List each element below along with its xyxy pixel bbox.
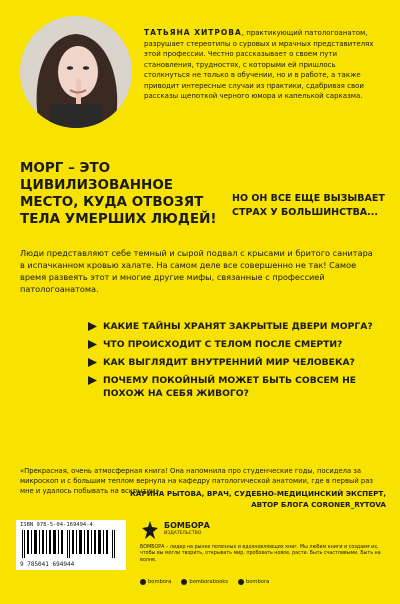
publisher-sub: ИЗДАТЕЛЬСТВО (164, 531, 202, 536)
triangle-bullet-icon (88, 322, 97, 331)
quote-author-line2: АВТОР БЛОГА CORONER_RYTOVA (251, 500, 386, 509)
barcode-bars (22, 530, 120, 558)
question-text: ПОЧЕМУ ПОКОЙНЫЙ МОЖЕТ БЫТЬ СОВСЕМ НЕ ПОХОЖ НА СЕБЯ ЖИВОГО? (103, 375, 357, 399)
author-bio-text: , практикующий патологоанатом, разрушает стереотипы о суровых и мрачных представителях этой профессии. Честно рассказывает о своем пути становления, трудностях, с которыми ей пришлось столкнуться не только в обучении, но и в работе, а также приводит интересные случаи из практики, сдабривая свои рассказы щепоткой черного юмора и капелькой сарказма. (144, 29, 374, 100)
social-item (238, 579, 269, 585)
publisher-name: БОМБОРА (164, 521, 210, 530)
triangle-bullet-icon (88, 376, 97, 385)
headline-sub: НО ОН ВСЕ ЕЩЕ ВЫЗЫВАЕТ СТРАХ У БОЛЬШИНСТВА... (232, 193, 385, 218)
isbn-text: ISBN 978-5-04-169494-4 (20, 522, 93, 528)
social-item (140, 579, 171, 585)
question-list (88, 320, 388, 405)
triangle-bullet-icon (88, 358, 97, 367)
bombora-logo-icon (140, 520, 160, 540)
social-handle: bombora (245, 579, 270, 585)
question-text: ЧТО ПРОИСХОДИТ С ТЕЛОМ ПОСЛЕ СМЕРТИ? (103, 339, 343, 350)
social-bar (140, 579, 269, 585)
social-handle: bomborabooks (189, 579, 228, 585)
publisher-text: БОМБОРА – лидер на рынке полезных и вдохновляющих книг. Мы любим книги и создаем их, чтобы вы могли творить, открывать мир, пробовать новое, расти. Быть счастливыми. Быть на волне. (140, 545, 381, 563)
youtube-icon (238, 579, 244, 585)
author-bio (144, 28, 380, 102)
question-item (88, 374, 388, 400)
barcode (16, 520, 126, 570)
intro-text: Люди представляют себе темный и сырой подвал с крысами и бритого санитара в испачканном кровью халате. На самом деле все совершенно не так! Самое время развеять этот и многие другие мифы, связанные с профессией патологоанатома. (20, 248, 373, 294)
social-handle: bombora (148, 579, 172, 585)
social-item (181, 579, 228, 585)
question-item (88, 320, 388, 333)
quote-text: «Прекрасная, очень атмосферная книга! Она напомнила про студенческие годы, посидела за микроскоп и с большим теплом вернула на кафедру патологической анатомии, где в первый раз мне и удалось побывать на вскрытии». (20, 467, 374, 495)
author-name: ТАТЬЯНА ХИТРОВА (144, 28, 242, 37)
instagram-icon (181, 579, 187, 585)
vk-icon (140, 579, 146, 585)
quote-author-line1: КАРИНА РЫТОВА, ВРАЧ, СУДЕБНО-МЕДИЦИНСКИЙ ЭКСПЕРТ, (130, 489, 386, 498)
question-text: КАКИЕ ТАЙНЫ ХРАНЯТ ЗАКРЫТЫЕ ДВЕРИ МОРГА? (103, 321, 373, 332)
quote-author (100, 488, 386, 510)
barcode-number: 9 785041 694944 (20, 561, 75, 568)
question-text: КАК ВЫГЛЯДИТ ВНУТРЕННИЙ МИР ЧЕЛОВЕКА? (103, 357, 355, 368)
question-item (88, 338, 388, 351)
headline-main: МОРГ – ЭТО ЦИВИЛИЗОВАННОЕ МЕСТО, КУДА ОТВОЗЯТ ТЕЛА УМЕРШИХ ЛЮДЕЙ! (20, 160, 217, 227)
author-photo (20, 16, 132, 128)
question-item (88, 356, 388, 369)
triangle-bullet-icon (88, 340, 97, 349)
